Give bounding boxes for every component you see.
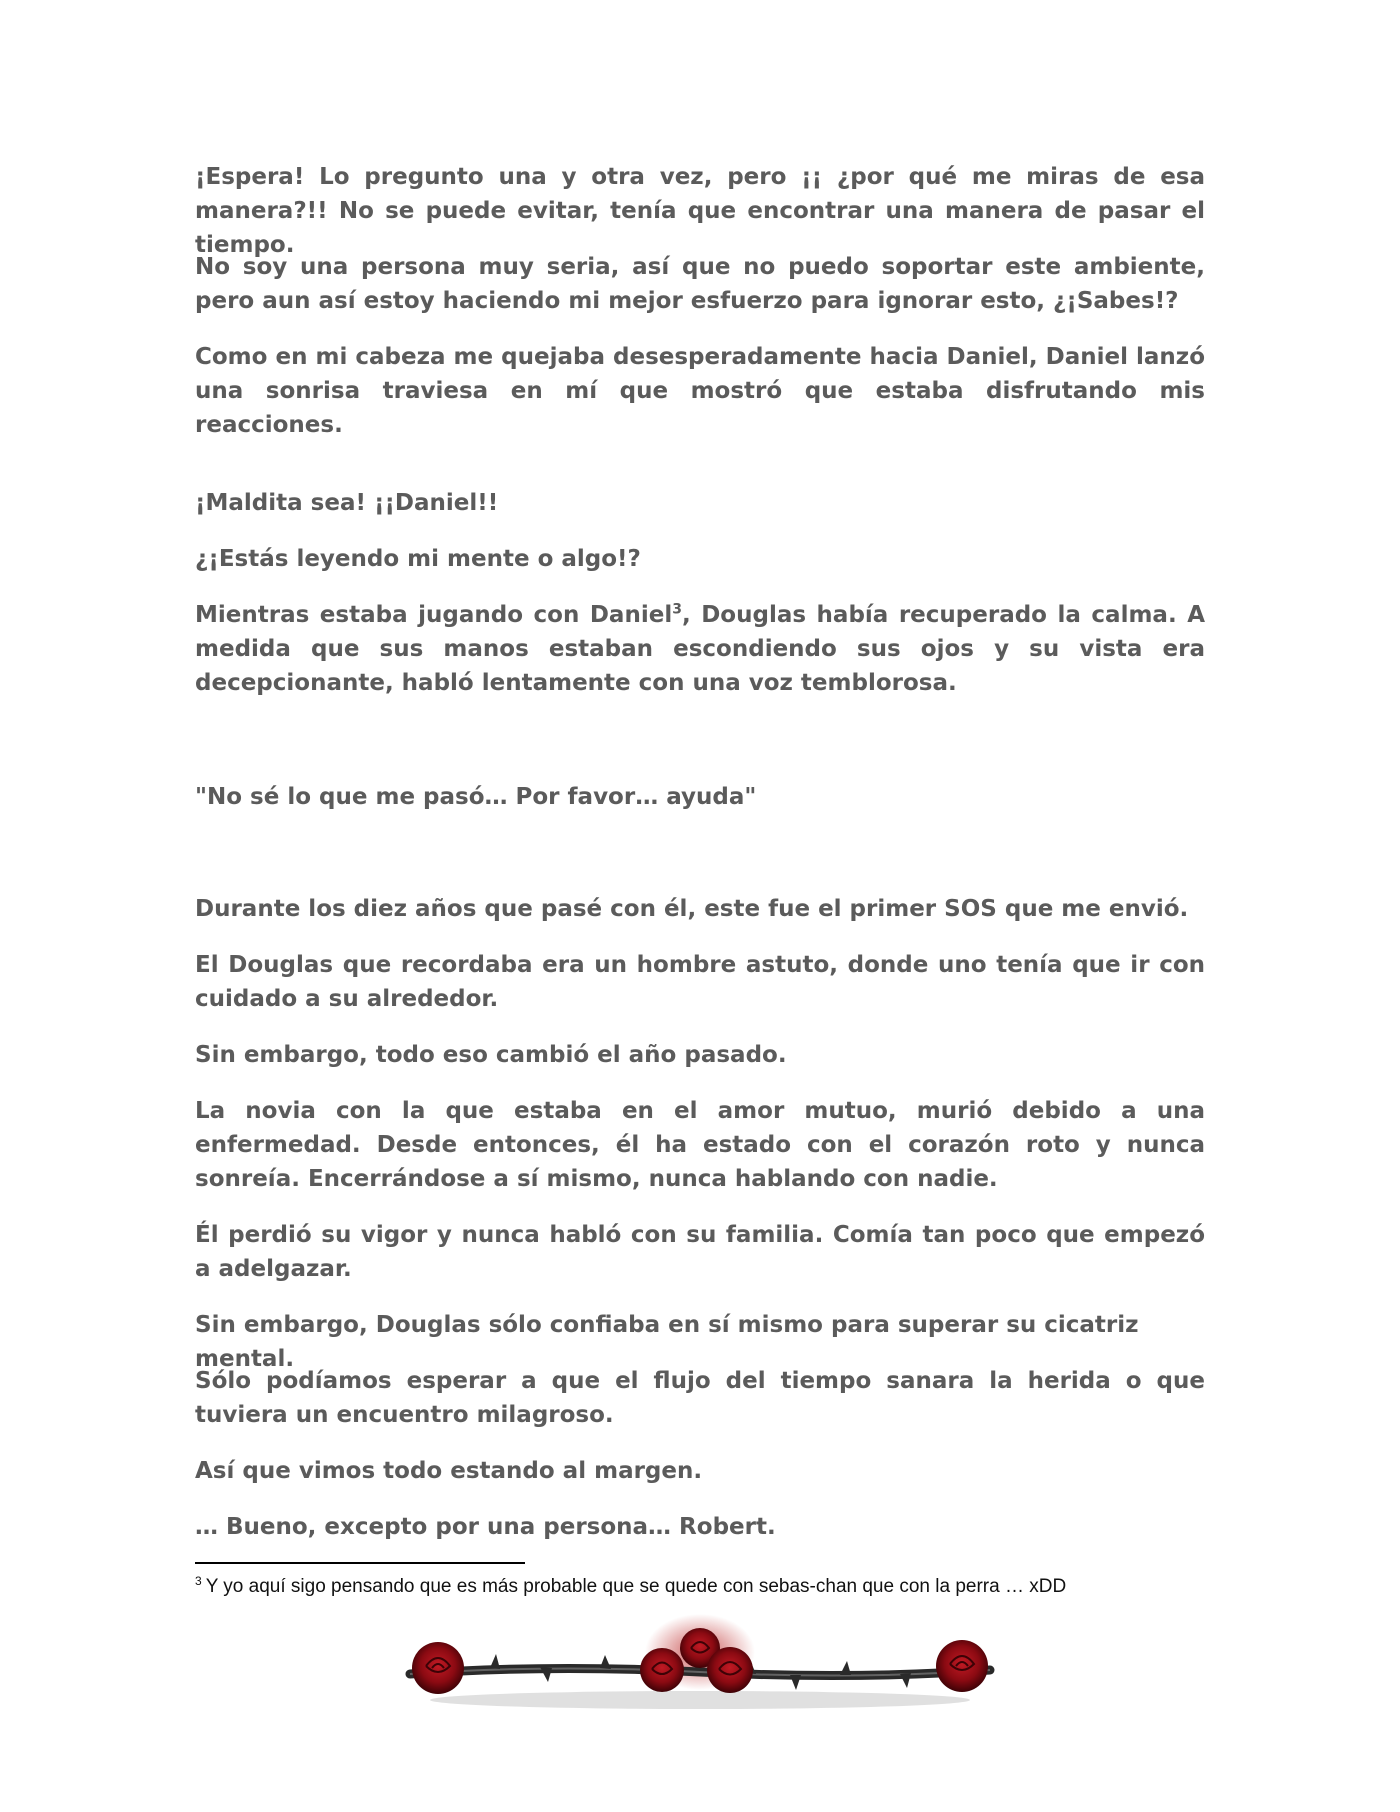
footnote-number: 3: [195, 1573, 202, 1588]
paragraph: ¡Maldita sea! ¡¡Daniel!!: [195, 490, 499, 516]
paragraph-with-footnote-ref: [195, 598, 1205, 700]
paragraph: Sólo podíamos esperar a que el flujo del tiempo sanara la herida o que tuviera un encuentro milagroso.: [195, 1368, 1205, 1428]
paragraph: El Douglas que recordaba era un hombre astuto, donde uno tenía que ir con cuidado a su alrededor.: [195, 952, 1205, 1012]
quoted-dialogue: "No sé lo que me pasó… Por favor… ayuda": [195, 784, 757, 810]
footnote-separator: [195, 1562, 525, 1564]
paragraph-text-after: , Douglas había recuperado la calma. A medida que sus manos estaban escondiendo sus ojos y su vista era decepcionante, habló lentamente con una voz temblorosa.: [195, 602, 1205, 696]
paragraph: Él perdió su vigor y nunca habló con su familia. Comía tan poco que empezó a adelgazar.: [195, 1222, 1205, 1282]
paragraph: ¡Espera! Lo pregunto una y otra vez, pero ¡¡ ¿por qué me miras de esa manera?!! No se puede evitar, tenía que encontrar una manera de pasar el tiempo.: [195, 164, 1205, 258]
rose-vine-divider-icon: [400, 1612, 1000, 1722]
paragraph: No soy una persona muy seria, así que no puedo soportar este ambiente, pero aun así estoy haciendo mi mejor esfuerzo para ignorar esto, ¿¡Sabes!?: [195, 254, 1205, 314]
paragraph: Durante los diez años que pasé con él, este fue el primer SOS que me envió.: [195, 896, 1189, 922]
paragraph: Como en mi cabeza me quejaba desesperadamente hacia Daniel, Daniel lanzó una sonrisa traviesa en mí que mostró que estaba disfrutando mis reacciones.: [195, 344, 1205, 438]
paragraph-text-before: Mientras estaba jugando con Daniel: [195, 602, 673, 628]
footnote: [195, 1574, 1205, 1600]
footnote-reference: 3: [672, 601, 682, 618]
footnote-text: Y yo aquí sigo pensando que es más probable que se quede con sebas-chan que con la perra … xDD: [205, 1576, 1067, 1597]
paragraph: Así que vimos todo estando al margen.: [195, 1458, 703, 1484]
paragraph: … Bueno, excepto por una persona… Robert.: [195, 1514, 776, 1540]
paragraph: La novia con la que estaba en el amor mutuo, murió debido a una enfermedad. Desde entonces, él ha estado con el corazón roto y nunca sonreía. Encerrándose a sí mismo, nunca hablando con nadie.: [195, 1098, 1205, 1192]
paragraph: ¿¡Estás leyendo mi mente o algo!?: [195, 546, 641, 572]
paragraph: Sin embargo, Douglas sólo confiaba en sí mismo para superar su cicatriz mental.: [195, 1312, 1139, 1372]
paragraph: Sin embargo, todo eso cambió el año pasado.: [195, 1042, 787, 1068]
